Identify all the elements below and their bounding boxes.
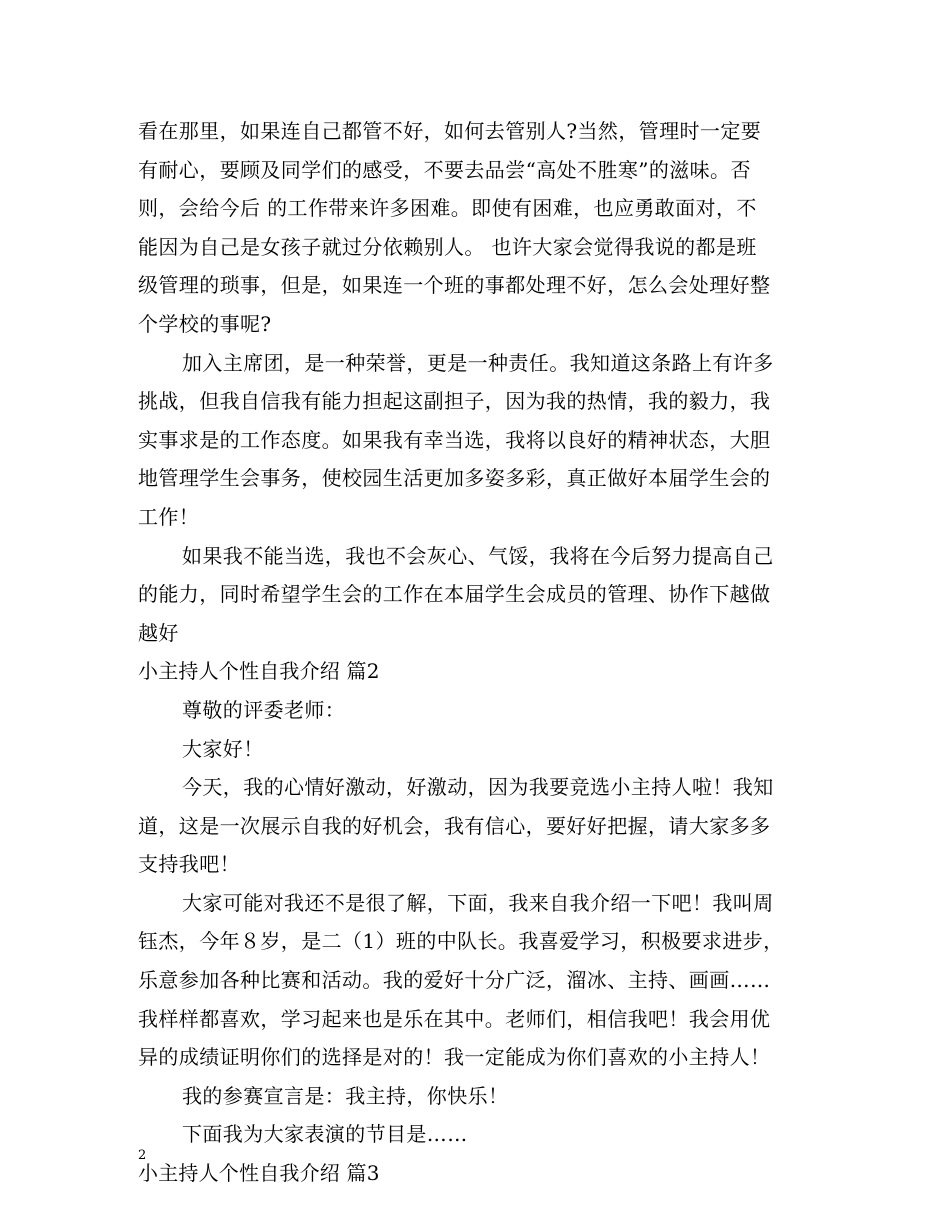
- text-line: 今天，我的心情好激动，好激动，因为我要竞选小主持人啦！我知: [182, 775, 774, 800]
- text-line: 大家好！: [182, 736, 264, 761]
- text-line: 钰杰，今年８岁，是二（1）班的中队长。我喜爱学习，积极要求进步，: [138, 929, 784, 954]
- text-line: 我的参赛宣言是：我主持，你快乐！: [182, 1083, 509, 1108]
- text-line: 道，这是一次展示自我的好机会，我有信心，要好好把握，请大家多多: [138, 813, 771, 838]
- text-line: 的能力，同时希望学生会的工作在本届学生会成员的管理、协作下越做: [138, 582, 771, 607]
- text-line: 则，会给今后 的工作带来许多困难。即使有困难，也应勇敢面对，不: [138, 196, 757, 221]
- text-line: 我样样都喜欢，学习起来也是乐在其中。老师们，相信我吧！我会用优: [138, 1006, 771, 1031]
- text-line: 异的成绩证明你们的选择是对的！我一定能成为你们喜欢的小主持人！: [138, 1045, 771, 1070]
- section-heading: 小主持人个性自我介绍 篇3: [138, 1161, 380, 1186]
- section-heading: 小主持人个性自我介绍 篇2: [138, 659, 380, 684]
- text-line: 乐意参加各种比赛和活动。我的爱好十分广泛，溜冰、主持、画画……: [138, 968, 771, 993]
- text-line: 下面我为大家表演的节目是……: [182, 1122, 468, 1147]
- text-line: 有耐心，要顾及同学们的感受，不要去品尝“高处不胜寒”的滋味。否: [138, 157, 751, 182]
- text-line: 加入主席团，是一种荣誉，更是一种责任。我知道这条路上有许多: [182, 350, 774, 375]
- text-line: 越好: [138, 620, 179, 645]
- text-line: 尊敬的评委老师：: [182, 697, 346, 722]
- text-line: 看在那里，如果连自己都管不好，如何去管别人?当然，管理时一定要: [138, 119, 762, 143]
- text-line: 实事求是的工作态度。如果我有幸当选，我将以良好的精神状态，大胆: [138, 427, 771, 452]
- text-line: 大家可能对我还不是很了解，下面，我来自我介绍一下吧！我叫周: [182, 890, 774, 915]
- text-line: 工作！: [138, 504, 200, 529]
- text-line: 支持我吧！: [138, 852, 240, 877]
- text-line: 级管理的琐事，但是，如果连一个班的事都处理不好，怎么会处理好整: [138, 273, 771, 298]
- text-line: 能因为自己是女孩子就过分依赖别人。 也许大家会觉得我说的都是班: [138, 234, 757, 259]
- text-line: 如果我不能当选，我也不会灰心、气馁，我将在今后努力提高自己: [182, 543, 774, 568]
- page-number: 2: [138, 1148, 147, 1163]
- text-line: 地管理学生会事务，使校园生活更加多姿多彩，真正做好本届学生会的: [138, 466, 771, 491]
- document-body: [138, 112, 818, 1193]
- text-line: 个学校的事呢?: [138, 311, 272, 336]
- text-line: 挑战，但我自信我有能力担起这副担子，因为我的热情，我的毅力，我: [138, 389, 771, 414]
